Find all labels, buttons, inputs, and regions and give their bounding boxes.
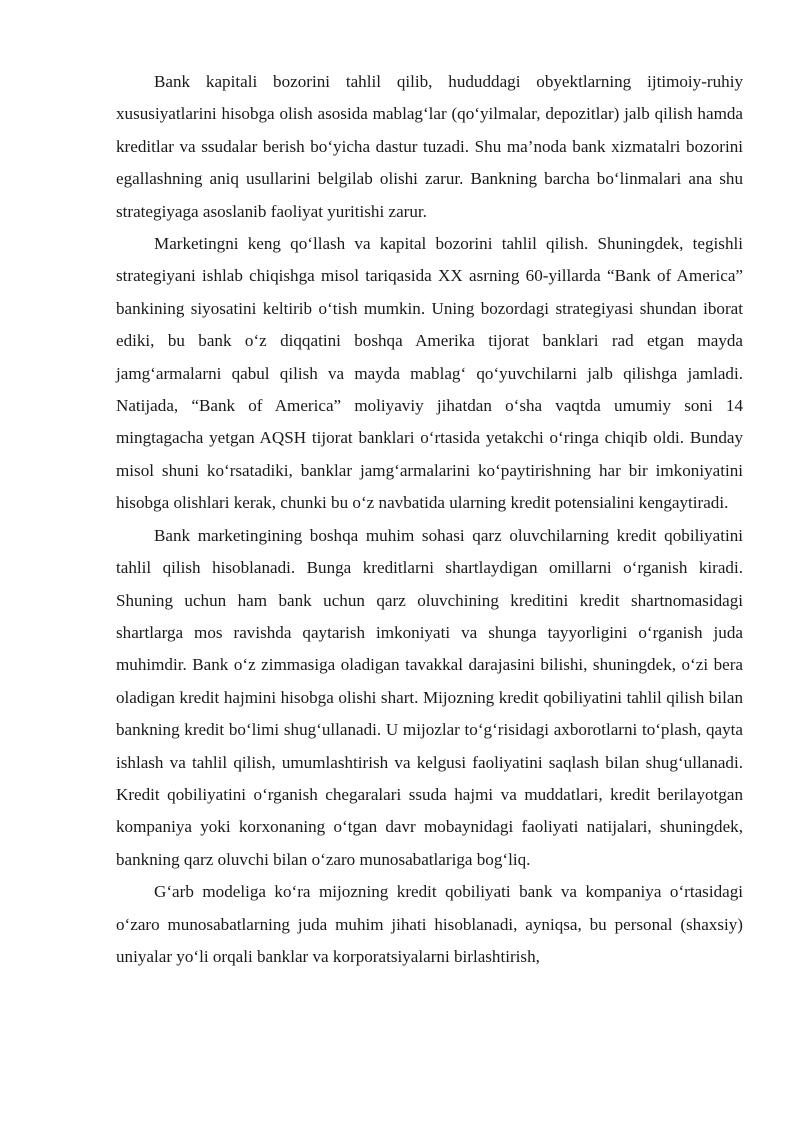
paragraph-3: Bank marketingining boshqa muhim sohasi qarz oluvchilarning kredit qobiliyatini tahlil qilish hisoblanadi. Bunga kreditlarni shartlaydigan omillarni o‘rganish kiradi. Shuning uchun ham bank uchun qarz oluvchining kreditini kredit shartnomasidagi shartlarga mos ravishda qaytarish imkoniyati va shunga tayyorligini o‘rganish juda muhimdir. Bank o‘z zimmasiga oladigan tavakkal darajasini bilishi, shuningdek, o‘zi bera oladigan kredit hajmini hisobga olishi shart. Mijozning kredit qobiliyatini tahlil qilish bilan bankning kredit bo‘limi shug‘ullanadi. U mijozlar to‘g‘risidagi axborotlarni to‘plash, qayta ishlash va tahlil qilish, umumlashtirish va kelgusi faoliyatini saqlash bilan shug‘ullanadi. Kredit qobiliyatini o‘rganish chegaralari ssuda hajmi va muddatlari, kredit berilayotgan kompaniya yoki korxonaning o‘tgan davr mobaynidagi faoliyati natijalari, shuningdek, bankning qarz oluvchi bilan o‘zaro munosabatlariga bog‘liq. xyxy=(116,525,743,869)
paragraph-2: Marketingni keng qo‘llash va kapital bozorini tahlil qilish. Shuningdek, tegishli strategiyani ishlab chiqishga misol tariqasida XX asrning 60-yillarda “Bank of America” bankining siyosatini keltirib o‘tish mumkin. Uning bozordagi strategiyasi shundan iborat ediki, bu bank o‘z diqqatini boshqa Amerika tijorat banklari rad etgan mayda jamg‘armalarni qabul qilish va mayda mablag‘ qo‘yuvchilarni jalb qilishga jamladi. Natijada, “Bank of America” moliyaviy jihatdan o‘sha vaqtda umumiy soni 14 mingtagacha yetgan AQSH tijorat banklari o‘rtasida yetakchi o‘ringa chiqib oldi. Bunday misol shuni ko‘rsatadiki, banklar jamg‘armalarini ko‘paytirishning har bir imkoniyatini hisobga olishlari kerak, chunki bu o‘z navbatida ularning kredit potensialini kengaytiradi. xyxy=(116,234,743,513)
document-page xyxy=(116,66,743,973)
paragraph-1: Bank kapitali bozorini tahlil qilib, hududdagi obyektlarning ijtimoiy-ruhiy xususiyatlarini hisobga olish asosida mablag‘lar (qo‘yilmalar, depozitlar) jalb qilish hamda kreditlar va ssudalar berish bo‘yicha dastur tuzadi. Shu ma’noda bank xizmatalri bozorini egallashning aniq usullarini belgilab olishi zarur. Bankning barcha bo‘linmalari ana shu strategiyaga asoslanib faoliyat yuritishi zarur. xyxy=(116,72,743,221)
paragraph-4: G‘arb modeliga ko‘ra mijozning kredit qobiliyati bank va kompaniya o‘rtasidagi o‘zaro munosabatlarning juda muhim jihati hisoblanadi, ayniqsa, bu personal (shaxsiy) uniyalar yo‘li orqali banklar va korporatsiyalarni birlashtirish, xyxy=(116,882,743,966)
